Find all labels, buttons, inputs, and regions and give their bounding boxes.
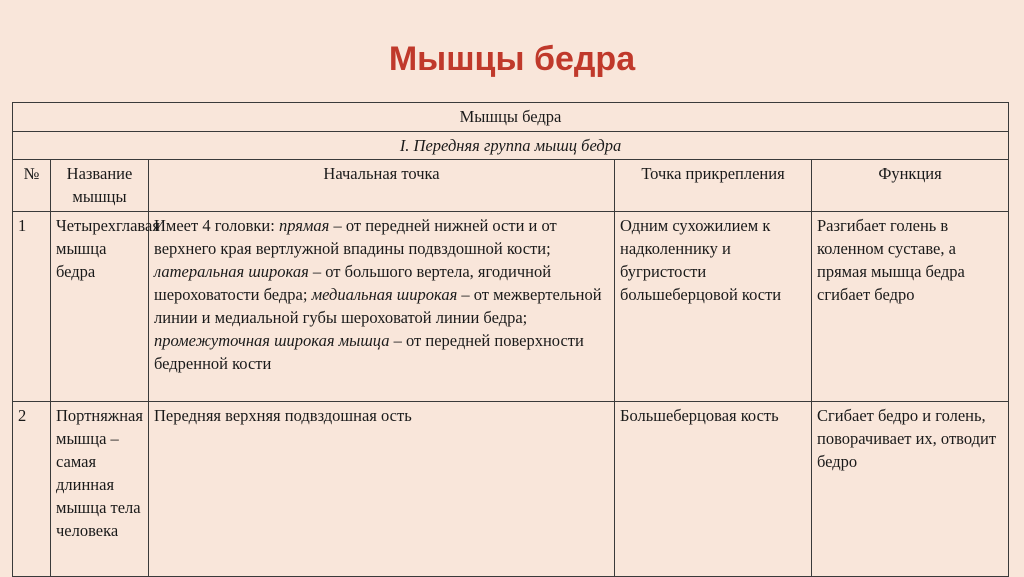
cell-name: Четырехглавая мышца бедра	[51, 212, 149, 402]
origin-text: – от передней поверхности бедренной кости	[154, 331, 584, 373]
header-origin: Начальная точка	[149, 160, 615, 212]
cell-num: 2	[13, 402, 51, 577]
head-name-italic: медиальная широкая	[311, 285, 458, 304]
column-header-row	[13, 160, 1009, 212]
cell-origin	[149, 212, 615, 402]
group-header: I. Передняя группа мышц бедра	[13, 132, 1009, 160]
cell-insertion: Одним сухожилием к надколеннику и бугристости большеберцовой кости	[615, 212, 812, 402]
muscles-table	[12, 102, 1009, 577]
origin-text: – от передней нижней ости и от верхнего края вертлужной впадины подвздошной кости;	[154, 216, 557, 258]
slide-title: Мышцы бедра	[388, 40, 636, 78]
cell-insertion: Большеберцовая кость	[615, 402, 812, 577]
cell-function: Сгибает бедро и голень, поворачивает их, отводит бедро	[812, 402, 1009, 577]
table-row	[13, 212, 1009, 402]
header-function: Функция	[812, 160, 1009, 212]
head-name-italic: латеральная широкая	[154, 262, 309, 281]
origin-text: Передняя верхняя подвздошная ость	[154, 406, 412, 425]
origin-text: – от межвертельной линии и медиальной губы шероховатой линии бедра;	[154, 285, 602, 327]
header-name: Название мышцы	[51, 160, 149, 212]
origin-text: – от большого вертела, ягодичной шероховатости бедра;	[154, 262, 552, 304]
group-header-row	[13, 132, 1009, 160]
header-num: №	[13, 160, 51, 212]
cell-num: 1	[13, 212, 51, 402]
cell-origin	[149, 402, 615, 577]
table-caption-row	[13, 103, 1009, 132]
table-row	[13, 402, 1009, 577]
cell-function: Разгибает голень в коленном суставе, а прямая мышца бедра сгибает бедро	[812, 212, 1009, 402]
head-name-italic: прямая	[278, 216, 330, 235]
table-caption: Мышцы бедра	[13, 103, 1009, 132]
head-name-italic: промежуточная широкая мышца	[154, 331, 390, 350]
header-insertion: Точка прикрепления	[615, 160, 812, 212]
cell-name: Портняжная мышца – самая длинная мышца тела человека	[51, 402, 149, 577]
origin-text: Имеет 4 головки:	[154, 216, 279, 235]
